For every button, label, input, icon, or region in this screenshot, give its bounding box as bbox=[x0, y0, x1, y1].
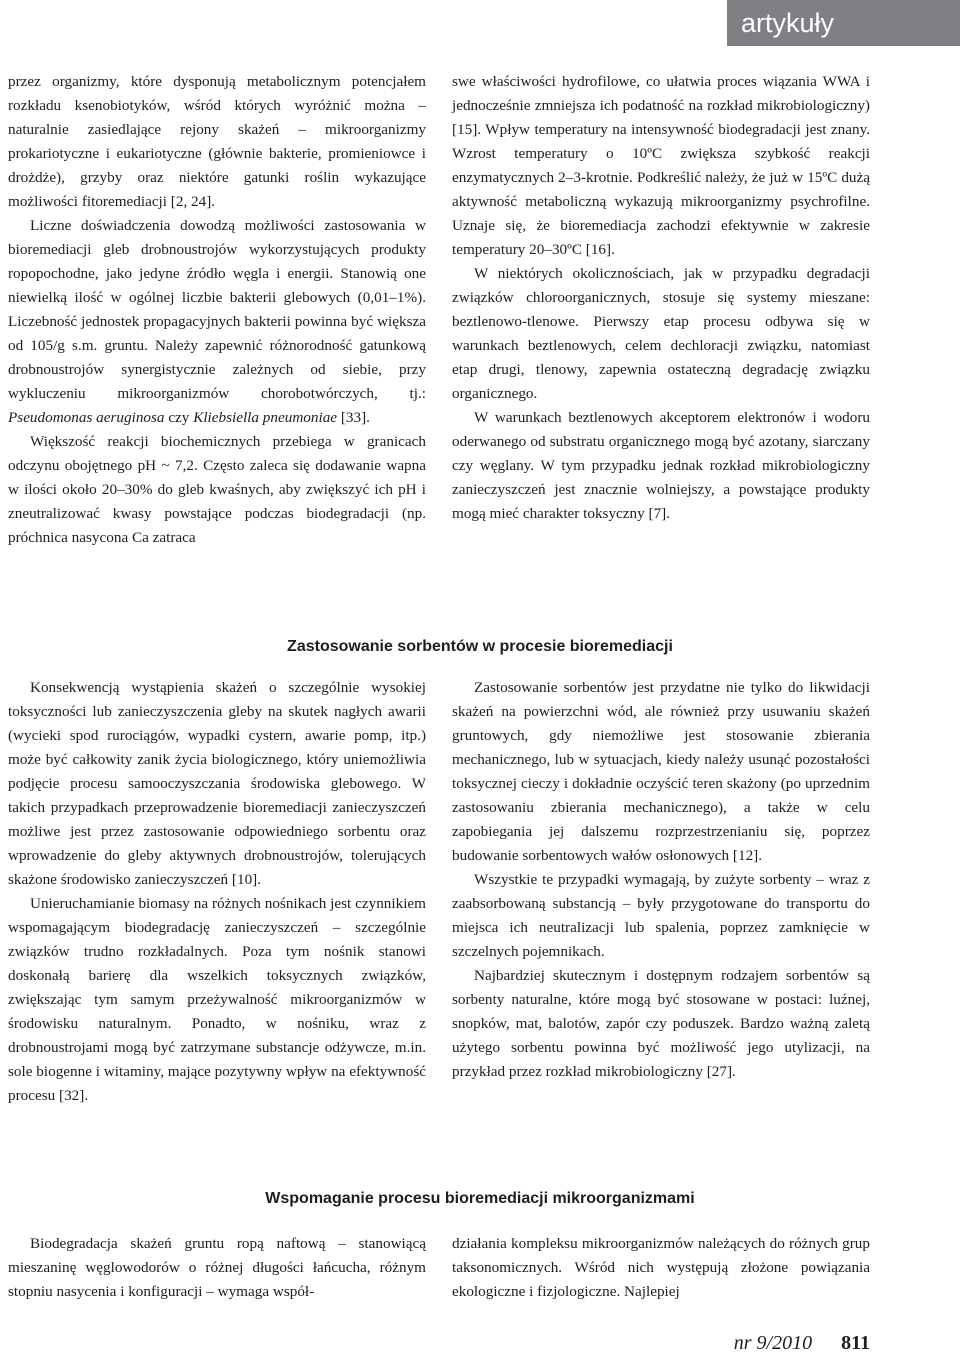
section2-right-column bbox=[452, 1232, 870, 1304]
top-left-column bbox=[8, 70, 426, 550]
section2-left-column bbox=[8, 1232, 426, 1304]
section-heading: Wspomaganie procesu bioremediacji mikroorganizmami bbox=[265, 1190, 695, 1207]
paragraph: Większość reakcji biochemicznych przebiega w granicach odczynu obojętnego pH ~ 7,2. Często zaleca się dodawanie wapna w ilości około 20–30% do gleb kwaśnych, aby zwiększyć ich pH i zneutralizować kwasy powstające podczas biodegradacji (np. próchnica nasycona Ca zatraca bbox=[8, 433, 426, 546]
paragraph: przez organizmy, które dysponują metabolicznym potencjałem rozkładu ksenobiotyków, wśród których wyróżnić można – naturalnie zasiedlające rejony skażeń – mikroorganizmy prokariotyczne i eukariotyczne (głównie bakterie, promieniowce i drożdże), grzyby oraz niektóre gatunki roślin wykazujące możliwości fitoremediacji [2, 24]. bbox=[8, 73, 426, 210]
top-right-column bbox=[452, 70, 870, 526]
paragraph: Zastosowanie sorbentów jest przydatne nie tylko do likwidacji skażeń na powierzchni wód, ale również przy usuwaniu skażeń gruntowych, gdy niemożliwe jest stosowanie zbierania mechanicznego, lub w sytuacjach, kiedy należy usunąć pozostałości toksycznej cieczy i dokładnie oczyścić teren skażony (po uprzednim zastosowaniu zbierania mechanicznego), a także w celu zapobiegania jej dalszemu rozprzestrzenianiu się, poprzez budowanie sorbentowych wałów osłonowych [12]. bbox=[452, 679, 870, 864]
species-name: Pseudomonas aeruginosa bbox=[8, 409, 165, 426]
paragraph: Najbardziej skutecznym i dostępnym rodzajem sorbentów są sorbenty naturalne, które mogą być stosowane w postaci: luźnej, snopków, mat, balotów, zapór czy poduszek. Bardzo ważną zaletą użytego sorbentu powinna być możliwość jego utylizacji, na przykład przez rozkład mikrobiologiczny [27]. bbox=[452, 967, 870, 1080]
section1-right-column bbox=[452, 676, 870, 1084]
paragraph: Unieruchamianie biomasy na różnych nośnikach jest czynnikiem wspomagającym biodegradację zanieczyszczeń – szczególnie związków trudno rozkładalnych. Poza tym nośnik stanowi doskonałą barierę dla wszelkich toksycznych związków, zwiększając tym samym przeżywalność mikroorganizmów w środowisku naturalnym. Ponadto, w nośniku, wraz z drobnoustrojami mogą być zatrzymane substancje odżywcze, m.in. sole biogenne i witaminy, mające pozytywny wpływ na efektywność procesu [32]. bbox=[8, 895, 426, 1104]
paragraph: Biodegradacja skażeń gruntu ropą naftową – stanowiącą mieszaninę węglowodorów o różnej długości łańcucha, różnym stopniu nasycenia i konfiguracji – wymaga współ- bbox=[8, 1235, 426, 1300]
paragraph: działania kompleksu mikroorganizmów należących do różnych grup taksonomicznych. Wśród nich występują złożone powiązania ekologiczne i fizjologiczne. Najlepiej bbox=[452, 1235, 870, 1300]
paragraph: Wszystkie te przypadki wymagają, by zużyte sorbenty – wraz z zaabsorbowaną substancją – były przygotowane do transportu do miejsca ich neutralizacji lub spalenia, poprzez zamknięcie w szczelnych pojemnikach. bbox=[452, 871, 870, 960]
page-footer bbox=[734, 1330, 870, 1356]
section1-left-column bbox=[8, 676, 426, 1108]
section-tag: artykuły bbox=[727, 0, 960, 46]
section-heading: Zastosowanie sorbentów w procesie bioremediacji bbox=[287, 638, 673, 655]
paragraph: Liczne doświadczenia dowodzą możliwości zastosowania w bioremediacji gleb drobnoustrojów wykorzystujących produkty ropopochodne, jako jedyne źródło węgla i energii. Stanowią one niewielką ilość w ogólnej liczbie bakterii glebowych (0,01–1%). Liczebność jednostek propagacyjnych bakterii powinna być większa od 105/g s.m. gruntu. Należy zapewnić różnorodność gatunkową drobnoustrojów synergistycznie zależnych od siebie, przy wykluczeniu mikroorganizmów chorobotwórczych, tj.: Pseudomonas aeruginosa czy Kliebsiella pneumoniae [33]. bbox=[8, 217, 426, 426]
issue-number: nr 9/2010 bbox=[733, 1332, 813, 1354]
paragraph: swe właściwości hydrofilowe, co ułatwia proces wiązania WWA i jednocześnie zmniejsza ich podatność na rozkład mikrobiologiczny) [15]. Wpływ temperatury na intensywność biodegradacji jest znany. Wzrost temperatury o 10ºC zwiększa szybkość reakcji enzymatycznych 2–3-krotnie. Podkreślić należy, że już w 15ºC dużą aktywność metaboliczną wykazują mikroorganizmy psychrofilne. Uznaje się, że bioremediacja zachodzi efektywnie w zakresie temperatury 20–30ºC [16]. bbox=[452, 73, 870, 258]
paragraph: W niektórych okolicznościach, jak w przypadku degradacji związków chloroorganicznych, stosuje się systemy mieszane: beztlenowo-tlenowe. Pierwszy etap procesu odbywa się w warunkach beztlenowych, celem dechloracji związku, natomiast etap drugi, tlenowy, zapewnia ostateczną degradację związku organicznego. bbox=[452, 265, 870, 402]
page-number: 811 bbox=[841, 1332, 870, 1354]
paragraph: W warunkach beztlenowych akceptorem elektronów i wodoru oderwanego od substratu organicznego mogą być azotany, siarczany czy węglany. W tym przypadku jednak rozkład mikrobiologiczny zanieczyszczeń jest znacznie wolniejszy, a powstające produkty mogą mieć charakter toksyczny [7]. bbox=[452, 409, 870, 522]
species-name: Kliebsiella pneumoniae bbox=[193, 409, 338, 426]
paragraph: Konsekwencją wystąpienia skażeń o szczególnie wysokiej toksyczności lub zanieczyszczenia gleby na skutek nagłych awarii (wycieki spod rurociągów, wypadki cystern, awarie pomp, itp.) może być całkowity zanik życia biologicznego, który uniemożliwia podjęcie procesu samooczyszczania środowiska glebowego. W takich przypadkach przeprowadzenie bioremediacji zanieczyszczeń możliwe jest przez zastosowanie odpowiedniego sorbentu oraz wprowadzenie do gleby aktywnych drobnoustrojów, tolerujących skażone środowisko zanieczyszczeń [10]. bbox=[8, 679, 426, 888]
